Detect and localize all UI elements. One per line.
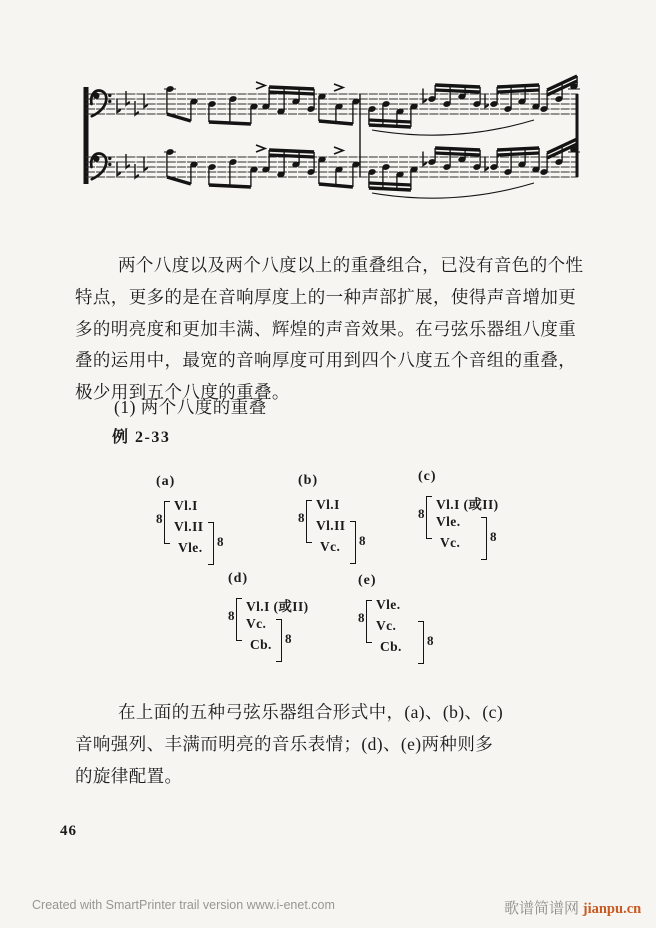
octave-bracket-right [481,517,487,560]
octave-bracket-right [350,521,356,564]
note-group [318,93,361,124]
accent-mark [334,84,343,91]
text-line: 音响强列、丰满而明亮的音乐表情；(d)、(e)两种则多 [75,733,494,754]
flat-sign [144,157,147,171]
flat-sign [423,152,426,166]
watermark-site-url: jianpu.cn [582,901,642,917]
instrument-row: Vl.I (或II) [436,497,499,512]
instrument-rows [174,498,203,561]
text-line: 的旋律配置。 [75,765,183,786]
instrument-row: Vc. [246,616,267,631]
octave-bracket-left [164,501,170,544]
octave-eight-right: 8 [217,534,224,549]
example-label: 例 2-33 [112,429,171,446]
instrument-row: Vl.I [316,497,340,512]
paragraph-summary [75,697,503,792]
system-barline [84,87,89,184]
staff [86,76,580,135]
octave-bracket-left [236,598,242,641]
instrument-row: Vle. [436,514,461,529]
flat-sign [485,94,488,108]
octave-eight-left: 8 [228,608,235,623]
octave-bracket-right [276,619,282,662]
accent-mark [256,82,265,89]
watermark [504,897,641,918]
instrument-group-e [352,573,434,667]
octave-eight-right: 8 [359,533,366,548]
flat-sign [423,89,426,103]
printer-credit: Created with SmartPrinter trail version www.i-enet.com [32,898,335,912]
flat-sign [485,157,488,171]
instrument-rows [376,597,402,660]
instrument-row: Vle. [376,597,401,612]
note-group [262,87,316,115]
group-body [222,595,309,665]
instrument-row: Vc. [376,618,397,633]
text-line: 多的明亮度和更加丰满、辉煌的声音效果。在弓弦乐器组八度重 [75,318,577,339]
octave-eight-right: 8 [427,633,434,648]
flat-sign [135,164,138,178]
instrument-row: Cb. [380,639,402,654]
group-body [292,497,366,567]
instrument-row: Vl.II [316,518,346,533]
group-body [150,498,224,568]
text-line: 极少用到五个八度的重叠。 [75,382,290,403]
octave-eight-right: 8 [490,529,497,544]
note-group [208,95,259,124]
instrument-row: Vl.I [174,498,198,513]
note-group [164,85,198,121]
octave-bracket-left [306,500,312,543]
flat-sign [117,99,120,113]
octave-bracket-right [208,522,214,565]
group-label: (e) [358,573,377,588]
paragraph-octave-doubling [75,250,583,409]
instrument-group-c [412,469,499,563]
instrument-group-d [222,571,309,665]
text-line: 叠的运用中，最宽的音响厚度可用到四个八度五个音组的重叠， [75,350,577,371]
instrument-row: Vc. [440,535,461,550]
group-body [352,597,434,667]
flat-sign [126,91,129,105]
instrument-group-b [292,473,366,567]
flat-sign [126,154,129,168]
note-group [318,156,361,187]
text-line: 在上面的五种弓弦乐器组合形式中，(a)、(b)、(c) [118,702,504,722]
group-label: (c) [418,469,437,484]
section-heading: (1) 两个八度的重叠 [114,397,267,417]
octave-eight-left: 8 [156,511,163,526]
watermark-site-name: 歌谱简谱网 [504,901,583,917]
flat-sign [135,101,138,115]
accent-mark [256,145,265,152]
group-label: (b) [298,473,319,488]
octave-eight-left: 8 [298,510,305,525]
instrument-row: Vl.I (或II) [246,599,309,614]
instrument-row: Vl.II [174,519,204,534]
octave-bracket-right [418,621,424,664]
page-number: 46 [60,823,77,839]
octave-bracket-left [366,600,372,643]
group-label: (a) [156,474,176,489]
instrument-row: Vc. [320,539,341,554]
note-group [262,150,316,178]
group-body [412,493,499,563]
text-line: 两个八度以及两个八度以上的重叠组合，已没有音色的个性 [118,255,584,275]
accent-mark [334,147,343,154]
group-label: (d) [228,571,249,586]
instrument-rows [436,493,499,556]
music-score [0,0,656,232]
octave-eight-right: 8 [285,631,292,646]
instrument-row: Vle. [178,540,203,555]
octave-eight-left: 8 [358,610,365,625]
flat-sign [117,162,120,176]
instrument-rows [316,497,345,560]
staff [86,139,580,198]
note-group [208,158,259,187]
flat-sign [144,94,147,108]
note-group [164,148,198,184]
octave-eight-left: 8 [418,506,425,521]
instrument-group-a [150,474,224,568]
octave-bracket-left [426,496,432,539]
instrument-row: Cb. [250,637,272,652]
text-line: 特点，更多的是在音响厚度上的一种声部扩展，使得声音增加更 [75,286,577,307]
